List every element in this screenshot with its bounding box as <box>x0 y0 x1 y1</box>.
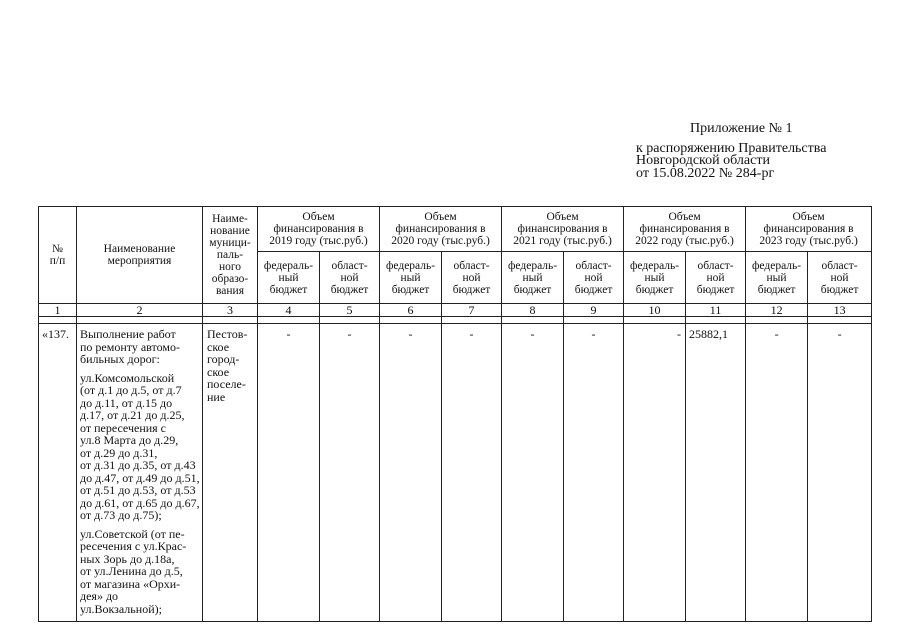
col-header-2019: Объем финансирования в 2019 году (тыс.руб.) <box>258 207 380 252</box>
col-number: 13 <box>808 304 872 317</box>
col-number: 10 <box>624 304 686 317</box>
value-2022-federal: - <box>624 324 686 622</box>
value-2023-regional: - <box>808 324 872 622</box>
table-row <box>39 324 872 622</box>
col-header-federal: федераль- ный бюджет <box>502 252 564 304</box>
col-number: 9 <box>564 304 624 317</box>
col-header-regional: област- ной бюджет <box>564 252 624 304</box>
col-header-2021: Объем финансирования в 2021 году (тыс.руб.) <box>502 207 624 252</box>
col-header-2020: Объем финансирования в 2020 году (тыс.руб.) <box>380 207 502 252</box>
value-2019-regional: - <box>320 324 380 622</box>
value-2019-federal: - <box>258 324 320 622</box>
col-header-2022: Объем финансирования в 2022 году (тыс.руб.) <box>624 207 746 252</box>
col-number: 12 <box>746 304 808 317</box>
value-2023-federal: - <box>746 324 808 622</box>
col-header-2023: Объем финансирования в 2023 году (тыс.руб.) <box>746 207 872 252</box>
value-2022-regional: 25882,1 <box>686 324 746 622</box>
col-number: 2 <box>77 304 203 317</box>
appendix-title: Приложение № 1 <box>690 121 793 136</box>
activity-street-sovetskaya: ул.Советской (от пе- ресечения с ул.Крас- ных Зорь до д.18а, от ул.Ленина до д.5, от магазина «Орхи- дея» до ул.Вокзальной); <box>80 526 187 616</box>
col-header-regional: област- ной бюджет <box>442 252 502 304</box>
col-header-regional: област- ной бюджет <box>320 252 380 304</box>
col-header-no: № п/п <box>39 207 77 304</box>
value-2020-federal: - <box>380 324 442 622</box>
row-number: «137. <box>39 324 77 622</box>
col-number: 3 <box>203 304 258 317</box>
activity-intro: Выполнение работ по ремонту автомо- бильных дорог: <box>80 327 180 366</box>
col-number: 11 <box>686 304 746 317</box>
col-number: 4 <box>258 304 320 317</box>
appendix-subtitle-line1: к распоряжению Правительства <box>636 141 827 156</box>
col-header-name: Наименование мероприятия <box>77 207 203 304</box>
col-number: 8 <box>502 304 564 317</box>
appendix-subtitle-line2: Новгородской области <box>636 153 770 168</box>
value-2021-regional: - <box>564 324 624 622</box>
value-2020-regional: - <box>442 324 502 622</box>
col-header-federal: федераль- ный бюджет <box>746 252 808 304</box>
col-number: 7 <box>442 304 502 317</box>
funding-table <box>38 206 872 622</box>
col-header-regional: област- ной бюджет <box>686 252 746 304</box>
col-number: 1 <box>39 304 77 317</box>
value-2021-federal: - <box>502 324 564 622</box>
col-header-federal: федераль- ный бюджет <box>624 252 686 304</box>
municipality: Пестов- ское город- ское поселе- ние <box>203 324 258 622</box>
col-header-federal: федераль- ный бюджет <box>380 252 442 304</box>
col-header-municipality: Наиме- нование муници- паль- ного образо- вания <box>203 207 258 304</box>
col-number: 5 <box>320 304 380 317</box>
col-header-federal: федераль- ный бюджет <box>258 252 320 304</box>
col-header-regional: област- ной бюджет <box>808 252 872 304</box>
col-number: 6 <box>380 304 442 317</box>
appendix-date-number: от 15.08.2022 № 284-рг <box>636 166 775 181</box>
activity-name <box>77 324 203 622</box>
activity-street-komsomolskaya: ул.Комсомольской (от д.1 до д.5, от д.7 до д.11, от д.15 до д.17, от д.21 до д.25, от пересечения с ул.8 Марта до д.29, от д.29 до д.31, от д.31 до д.35, от д.43 до д.47, от д.49 до д.51, от д.51 до д.53, от д.53 до д.61, от д.65 до д.67, от д.73 до д.75); <box>80 370 200 522</box>
